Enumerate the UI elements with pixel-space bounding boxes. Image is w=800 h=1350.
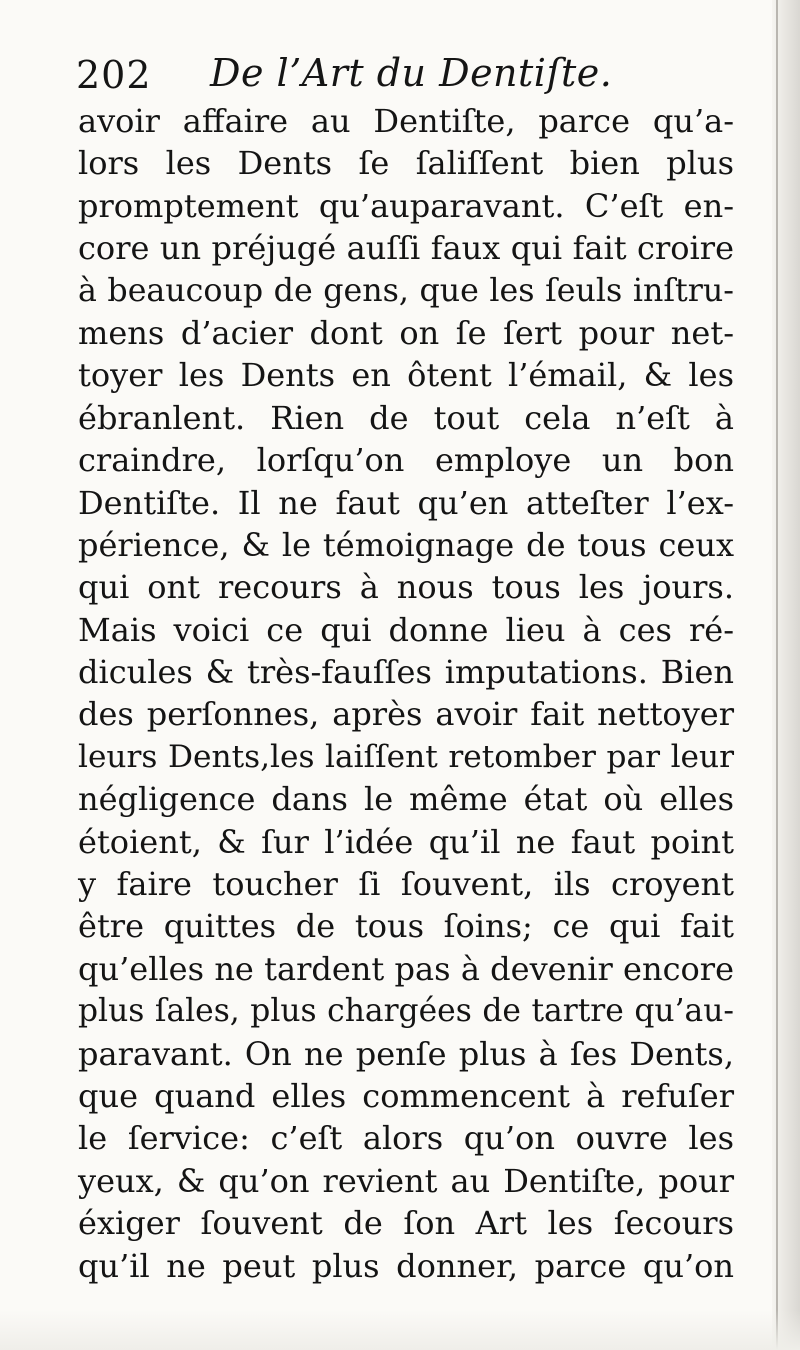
- text-line: le ſervice: c’eſt alors qu’on ouvre les: [78, 1119, 734, 1158]
- page-number: 202: [76, 53, 152, 97]
- body-text: [78, 100, 734, 1287]
- text-line: ébranlent. Rien de tout cela n’eſt à: [78, 398, 734, 437]
- text-line: qu’il ne peut plus donner, parce qu’on: [78, 1246, 734, 1285]
- text-line: y faire toucher ſi ſouvent, ils croyent: [78, 865, 734, 904]
- text-line: craindre, lorſqu’on employe un bon: [78, 441, 734, 480]
- text-line: qui ont recours à nous tous les jours.: [78, 568, 734, 607]
- text-line: promptement qu’auparavant. C’eſt en-: [78, 186, 734, 225]
- text-line: périence, & le témoignage de tous ceux: [78, 525, 734, 564]
- page-bottom-shade: [0, 1310, 800, 1350]
- text-line: leurs Dents,les laiſſent retomber par leur: [78, 738, 734, 775]
- text-line: négligence dans le même état où elles: [78, 780, 734, 819]
- text-line: des perſonnes, après avoir fait nettoyer: [78, 695, 734, 734]
- text-line: lors les Dents ſe ſaliſſent bien plus: [78, 144, 734, 183]
- text-line: à beaucoup de gens, que les ſeuls inſtru-: [78, 272, 734, 309]
- text-line: core un préjugé auſſi faux qui fait croire: [78, 229, 734, 268]
- page-edge-line: [776, 0, 778, 1350]
- text-line: Mais voici ce qui donne lieu à ces ré-: [78, 610, 734, 649]
- text-line: dicules & très-fauſſes imputations. Bien: [78, 653, 734, 692]
- text-line: être quittes de tous ſoins; ce qui fait: [78, 907, 734, 946]
- page-header: [76, 50, 736, 100]
- text-line: plus ſales, plus chargées de tartre qu’au-: [78, 993, 734, 1030]
- text-line: toyer les Dents en ôtent l’émail, & les: [78, 356, 734, 395]
- text-line: mens d’acier dont on ſe ſert pour net-: [78, 313, 734, 352]
- text-line: éxiger ſouvent de ſon Art les ſecours: [78, 1204, 734, 1243]
- text-line: que quand elles commencent à refuſer: [78, 1076, 734, 1115]
- text-line: qu’elles ne tardent pas à devenir encore: [78, 949, 734, 988]
- text-line: étoient, & ſur l’idée qu’il ne faut point: [78, 822, 734, 861]
- text-line: yeux, & qu’on revient au Dentiſte, pour: [78, 1161, 734, 1200]
- text-line: Dentiſte. Il ne faut qu’en atteſter l’ex-: [78, 483, 734, 522]
- text-line: paravant. On ne penſe plus à ſes Dents,: [78, 1034, 734, 1073]
- running-title: De l’Art du Dentiſte.: [210, 51, 613, 95]
- text-line: avoir affaire au Dentiſte, parce qu’a-: [78, 102, 734, 140]
